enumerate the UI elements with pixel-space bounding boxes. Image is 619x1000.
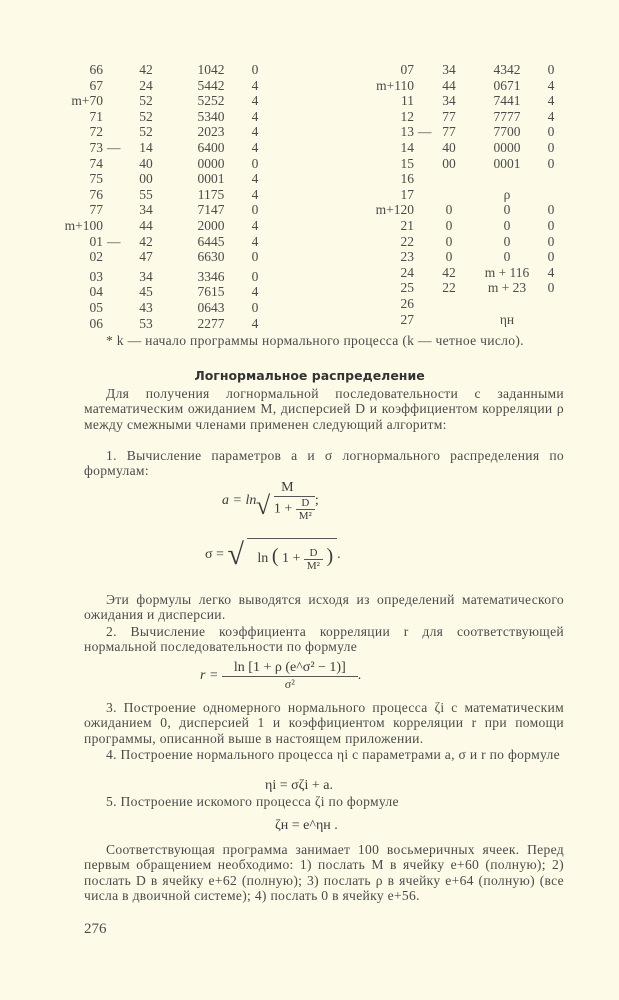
cell-addr: 76 (89, 186, 103, 202)
cell-b: 7615 (197, 284, 225, 300)
cell-b: 2000 (197, 218, 225, 233)
cell-addr: 03 (89, 268, 103, 284)
cell-a: 0 (445, 202, 453, 218)
cell-addr: 02 (89, 249, 103, 265)
cell-a: 52 (139, 108, 153, 124)
cell-b: 0000 (493, 140, 521, 155)
cell-c: 0 (547, 280, 555, 296)
cell-a: 47 (139, 249, 153, 265)
cell-addr: 26 (400, 296, 414, 311)
cell-b: ρ (503, 186, 511, 202)
cell-addr: 75 (89, 171, 103, 187)
cell-addr: m+70 (71, 93, 103, 109)
cell-addr: 16 (400, 171, 414, 187)
cell-a: 77 (442, 108, 456, 124)
cell-a: 24 (139, 77, 153, 93)
cell-a: 22 (442, 280, 456, 296)
page-number: 276 (84, 921, 107, 937)
cell-c: 4 (547, 264, 555, 280)
cell-addr: 66 (89, 62, 103, 77)
paragraph-step1: 1. Вычисление параметров a и σ логнормального распределения по формулам: (84, 448, 564, 479)
cell-addr: 77 (89, 202, 103, 218)
cell-c: 0 (251, 249, 259, 265)
cell-a: 45 (139, 284, 153, 300)
cell-b: 7441 (493, 93, 521, 109)
cell-c: 0 (251, 300, 259, 315)
cell-b: 0 (503, 218, 511, 233)
cell-a: 53 (139, 315, 153, 331)
cell-c: 0 (547, 140, 555, 155)
cell-b: 0643 (197, 300, 225, 315)
section-title: Логнормальное распределение (194, 368, 425, 383)
cell-c: 4 (547, 108, 555, 124)
paragraph-intro: Для получения логнормальной последовательности с заданными математическим ожиданием M, дисперсией D и коэффициентом корреляции ρ между смежными членами применен следующий алгоритм: (84, 386, 564, 432)
cell-c: 4 (251, 108, 259, 124)
cell-c: 4 (251, 93, 259, 109)
cell-a: 42 (139, 62, 153, 77)
cell-a: 14 (139, 140, 153, 155)
cell-c: 4 (251, 284, 259, 300)
cell-b: 3346 (197, 268, 225, 284)
cell-addr: 06 (89, 315, 103, 331)
cell-addr: 07 (400, 62, 414, 77)
cell-a: 0 (445, 249, 453, 265)
cell-a: 0 (445, 233, 453, 249)
formula-sigma: σ = √ ln ( 1 + $\frac{D}{\text{M²}}$ ) . (205, 538, 341, 572)
cell-a: 34 (442, 62, 456, 77)
cell-c: 0 (547, 202, 555, 218)
paragraph-step5: 5. Построение искомого процесса ζi по формуле (106, 794, 399, 809)
cell-b: 7700 (493, 124, 521, 140)
cell-a: 34 (442, 93, 456, 109)
cell-b: 1175 (197, 186, 225, 202)
formula-r: r = $\frac{\text{ln [1 + ρ (e\textasciicircum{}σ² − 1)]}}{\text{σ²}}$ . (200, 660, 362, 691)
cell-c: 4 (547, 93, 555, 109)
cell-addr: 23 (400, 249, 414, 265)
cell-c: 0 (547, 155, 555, 171)
cell-b: 0 (503, 249, 511, 265)
cell-addr: 15 (400, 155, 414, 171)
cell-a: 44 (139, 218, 153, 233)
cell-b: 5442 (197, 77, 225, 93)
cell-a: 42 (442, 264, 456, 280)
cell-b: 1042 (197, 62, 225, 77)
cell-c: 0 (251, 155, 259, 171)
sqrt-icon: √ (227, 538, 244, 571)
cell-a: 52 (139, 124, 153, 140)
cell-c: 4 (251, 186, 259, 202)
cell-addr: 11 (401, 93, 414, 109)
cell-a: 77 (442, 124, 456, 140)
footnote: * k — начало программы нормального процесса (k — четное число). (106, 333, 524, 348)
sqrt-icon: √ (255, 491, 271, 520)
paragraph-step3: 3. Построение одномерного нормального процесса ζi с математическим ожиданием 0, дисперсией 1 и коэффициентом корреляции r при помощи программы, описанной выше в настоящем приложении. (84, 700, 564, 746)
cell-a: 00 (442, 155, 456, 171)
cell-c: 4 (251, 233, 259, 249)
cell-a: 44 (442, 77, 456, 93)
formula-a: a = ln M √ 1 + $\frac{D}{\text{M²}}$ ; (222, 480, 319, 522)
cell-addr: m+110 (376, 77, 414, 93)
cell-c: 0 (251, 62, 259, 77)
cell-c: 4 (251, 171, 259, 187)
cell-c: 4 (251, 77, 259, 93)
cell-addr: 14 (400, 140, 414, 155)
cell-b: 6445 (197, 233, 225, 249)
cell-b: 0 (503, 233, 511, 249)
cell-c: 4 (251, 218, 259, 233)
paragraph-after-formulas: Эти формулы легко выводятся исходя из определений математического ожидания и дисперсии. (84, 592, 564, 623)
cell-addr: 67 (89, 77, 103, 93)
cell-addr: 72 (89, 124, 103, 140)
cell-a: 42 (139, 233, 153, 249)
cell-a: 00 (139, 171, 153, 187)
cell-addr: 05 (89, 300, 103, 315)
cell-b: m + 116 (484, 264, 530, 280)
cell-addr: 71 (89, 108, 103, 124)
cell-a: 40 (442, 140, 456, 155)
cell-c: 4 (251, 140, 259, 155)
cell-b: m + 23 (487, 280, 527, 296)
cell-b: 5340 (197, 108, 225, 124)
cell-addr: m+100 (64, 218, 103, 233)
cell-mark: — (107, 140, 121, 155)
cell-addr: 12 (400, 108, 414, 124)
cell-b: 0671 (493, 77, 521, 93)
cell-a: 55 (139, 186, 153, 202)
cell-mark: — (107, 233, 121, 249)
formula-eta: ηi = σζi + a. (265, 778, 333, 793)
cell-c: 0 (547, 233, 555, 249)
cell-addr: 27 (400, 311, 414, 327)
cell-b: 2023 (197, 124, 225, 140)
cell-b: 0 (503, 202, 511, 218)
cell-b: 7777 (493, 108, 521, 124)
cell-addr: 17 (400, 186, 414, 202)
cell-mark: — (418, 124, 432, 140)
cell-a: 34 (139, 202, 153, 218)
paragraph-program: Соответствующая программа занимает 100 восьмеричных ячеек. Перед первым обращением необходимо: 1) послать M в ячейку e+60 (полную); 2) послать D в ячейку e+62 (полную); 3) послать ρ в ячейку e+64 (полную) (все числа в двоичной системе); 4) послать 0 в ячейку e+56. (84, 842, 564, 904)
formula-zeta: ζн = e^ηн . (275, 818, 338, 833)
cell-addr: m+120 (375, 202, 414, 218)
cell-c: 0 (251, 202, 259, 218)
cell-c: 0 (251, 268, 259, 284)
cell-c: 0 (547, 62, 555, 77)
cell-a: 0 (445, 218, 453, 233)
cell-b: 6400 (197, 140, 225, 155)
cell-addr: 21 (400, 218, 414, 233)
cell-b: ηн (499, 311, 515, 327)
cell-addr: 01 (89, 233, 103, 249)
cell-a: 52 (139, 93, 153, 109)
cell-addr: 24 (400, 264, 414, 280)
cell-a: 40 (139, 155, 153, 171)
cell-addr: 13 (400, 124, 414, 140)
cell-b: 4342 (493, 62, 521, 77)
cell-b: 6630 (197, 249, 225, 265)
cell-b: 0001 (197, 171, 225, 187)
cell-addr: 73 (89, 140, 103, 155)
cell-b: 5252 (197, 93, 225, 109)
cell-a: 43 (139, 300, 153, 315)
cell-c: 0 (547, 124, 555, 140)
cell-c: 4 (251, 315, 259, 331)
cell-c: 4 (251, 124, 259, 140)
cell-addr: 04 (89, 284, 103, 300)
cell-addr: 25 (400, 280, 414, 296)
cell-b: 0001 (493, 155, 521, 171)
cell-b: 2277 (197, 315, 225, 331)
cell-c: 0 (547, 249, 555, 265)
paragraph-step4: 4. Построение нормального процесса ηi с параметрами a, σ и r по формуле (106, 747, 560, 762)
paragraph-step2: 2. Вычисление коэффициента корреляции r для соответствующей нормальной последовательности по формуле (84, 624, 564, 655)
cell-addr: 22 (400, 233, 414, 249)
cell-b: 0000 (197, 155, 225, 171)
cell-a: 34 (139, 268, 153, 284)
cell-c: 4 (547, 77, 555, 93)
cell-c: 0 (547, 218, 555, 233)
cell-b: 7147 (197, 202, 225, 218)
cell-addr: 74 (89, 155, 103, 171)
